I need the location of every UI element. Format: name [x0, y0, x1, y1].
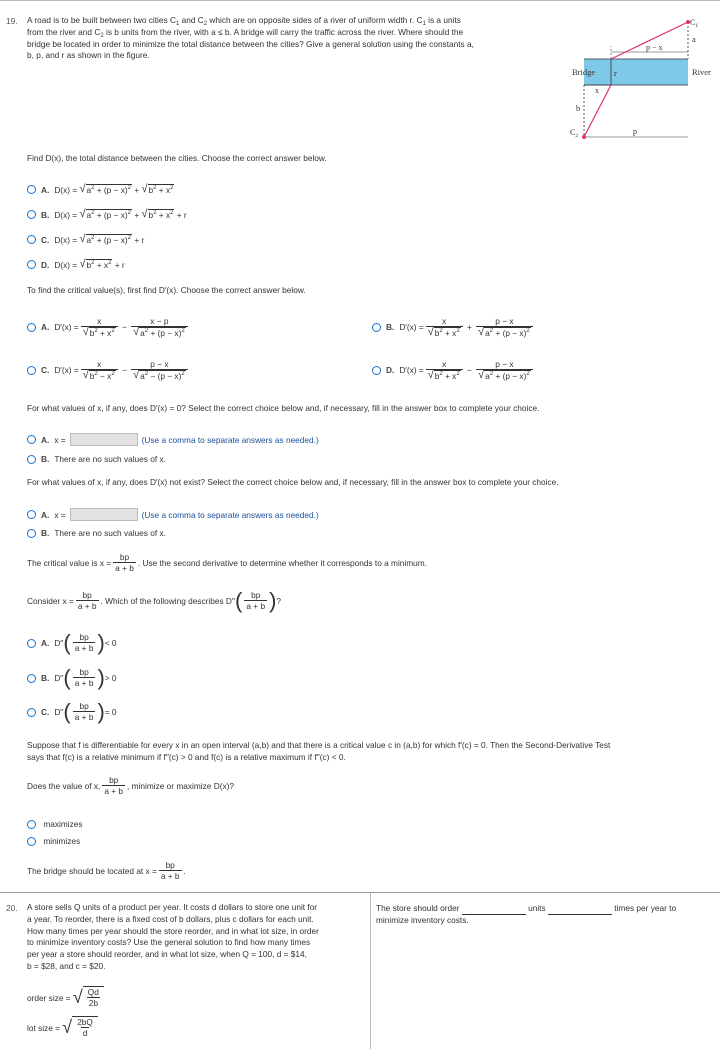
consider-pre: Consider x =: [27, 596, 74, 606]
part3-prompt: For what values of x, if any, does D′(x) = 0? Select the correct choice below and, if necessary, fill in the answer box to complete your choice.: [27, 403, 540, 413]
radio-button[interactable]: [27, 674, 36, 683]
frac-num: Qd: [87, 987, 99, 997]
frac-den: a + b: [74, 678, 94, 688]
minmax-pre: Does the value of x,: [27, 781, 101, 791]
c2-text: C: [570, 128, 576, 137]
frac-den: a + b: [115, 563, 134, 573]
radio-button[interactable]: [27, 185, 36, 194]
subscript: 1: [175, 21, 180, 27]
critical-post: . Use the second derivative to determine whether it corresponds to a minimum.: [137, 558, 427, 568]
option-minimizes[interactable]: [27, 836, 80, 846]
second-deriv-option-b[interactable]: B. D′′ ( $\frac{bp}{a + b}$ ) > 0: [27, 667, 117, 689]
part1-option-d[interactable]: D. D(x) = √ $b^2 + x^2$ + r: [27, 259, 125, 270]
question-divider: [0, 892, 720, 893]
answer-pre: The store should order: [376, 903, 460, 913]
part1-option-a[interactable]: A. D(x) = √ $a^2 + (p - x)^2$ + √ $b^2 + x^2$: [27, 184, 174, 195]
px-label: p − x: [646, 43, 663, 52]
second-deriv-option-c[interactable]: C. D′′ ( $\frac{bp}{a + b}$ ) = 0: [27, 701, 117, 723]
fraction: p − x √ $a^2 + (p - x)^2$: [476, 316, 533, 338]
radio-button[interactable]: [27, 820, 36, 829]
bridge-river-figure: [566, 14, 720, 144]
option-text: maximizes: [43, 819, 83, 829]
radio-button[interactable]: [27, 639, 36, 648]
question-19-intro: [27, 15, 557, 62]
option-letter: A.: [41, 434, 50, 445]
radio-button[interactable]: [27, 708, 36, 717]
sqrt-expr: √ $\frac{2bQ}{d}$: [62, 1016, 98, 1039]
top-border: [0, 0, 720, 3]
critical-value-statement: [27, 552, 427, 574]
option-lhs: D(x) =: [54, 234, 78, 245]
option-maximizes[interactable]: [27, 819, 83, 829]
frac-num: bp: [82, 590, 92, 600]
q20-answer-area: [376, 903, 716, 927]
subscript: 1: [422, 21, 426, 27]
intro-text: is b units from the river, with a ≤ b. A bridge will carry the traffic across the river. Where should the: [103, 26, 464, 37]
frac-den: a + b: [246, 601, 266, 611]
frac-den: a + b: [74, 712, 94, 722]
consider-mid: . Which of the following describes D′′: [100, 596, 236, 606]
sqrt-expr: √ $b^2 + x^2$: [79, 258, 112, 270]
river-label: River: [692, 67, 711, 77]
part4-prompt: For what values of x, if any, does D′(x) not exist? Select the correct choice below and, if necessary, fill in the answer box to complete your choice.: [27, 477, 559, 487]
intro-text: which are on opposite sides of a river of uniform width r. C: [207, 15, 423, 25]
second-deriv-option-a[interactable]: A. D′′ ( $\frac{bp}{a + b}$ ) < 0: [27, 632, 117, 654]
part3-option-a[interactable]: [27, 433, 319, 446]
lot-size-formula: [27, 1016, 98, 1039]
r-label: r: [614, 68, 617, 78]
q20-line: to minimize inventory costs? Use the general solution to find how many times: [27, 937, 311, 948]
order-label: order size =: [27, 992, 71, 1003]
frac-num: bp: [79, 667, 89, 677]
radio-button[interactable]: [372, 366, 381, 375]
q20-line: a year. To reorder, there is a fixed cost of b dollars, plus c dollars for each unit.: [27, 913, 314, 924]
answer-input[interactable]: [70, 433, 138, 446]
fraction: [159, 860, 182, 882]
answer-input[interactable]: [70, 508, 138, 521]
fraction: p − x √ $a^2 - (p - x)^2$: [131, 359, 188, 381]
option-letter: B.: [41, 209, 50, 220]
part1-prompt: Find D(x), the total distance between the cities. Choose the correct answer below.: [27, 153, 327, 163]
sqrt-expr: √ $b^2 + x^2$: [141, 183, 174, 195]
critical-pre: The critical value is x =: [27, 558, 112, 568]
intro-line2: from the river and C: [27, 26, 101, 37]
option-text: There are no such values of x.: [54, 528, 166, 538]
answer-units: units: [528, 903, 546, 913]
option-relation: < 0: [104, 638, 117, 648]
option-letter: B.: [41, 673, 50, 683]
minmax-post: , minimize or maximize D(x)?: [127, 781, 234, 791]
order-units-input[interactable]: [462, 904, 526, 915]
c1-text: C: [690, 18, 696, 27]
subscript: 2: [100, 32, 104, 39]
subscript: 2: [203, 21, 208, 27]
q20-line: b = $28, and c = $20.: [27, 960, 106, 971]
consider-statement: Consider x = $\frac{bp}{a + b}$ . Which of the following describes D′′ ( $\frac{bp}{a + b}$ ) ?: [27, 588, 282, 613]
road-upper-segment: [611, 22, 688, 59]
river-band: [584, 59, 688, 85]
question-number: 19.: [6, 16, 18, 26]
sqrt-expr: √ $a^2 + (p - x)^2$: [79, 208, 132, 220]
question-number: 20.: [6, 903, 18, 913]
part2-option-d[interactable]: D. D′(x) = x √ $b^2 + x^2$ − p − x √ $a^2 + (p - x)^2$: [372, 359, 535, 381]
paren-group: ( $\frac{bp}{a + b}$ ): [63, 665, 105, 690]
question-20-text: [27, 902, 367, 973]
part2-option-a[interactable]: A. D′(x) = x √ $b^2 + x^2$ − x − p √ $a^2 + (p - x)^2$: [27, 316, 190, 338]
part4-option-a[interactable]: [27, 508, 319, 521]
bridge-label: Bridge: [572, 67, 596, 77]
option-letter: B.: [41, 454, 50, 464]
option-letter: A.: [41, 509, 50, 520]
option-relation: > 0: [104, 673, 117, 683]
column-divider: [370, 893, 371, 1049]
answer-line2: minimize inventory costs.: [376, 914, 469, 925]
option-letter: A.: [41, 322, 50, 332]
intro-line1: A road is to be built between two cities C: [27, 15, 176, 25]
b-label: b: [576, 103, 581, 113]
option-letter: A.: [41, 184, 50, 195]
c1-label: [690, 18, 698, 29]
fraction: [76, 590, 99, 612]
radio-button[interactable]: [27, 323, 36, 332]
option-lhs: D′(x) =: [54, 365, 79, 375]
option-letter: D.: [41, 259, 50, 270]
frac-den: a + b: [104, 786, 124, 796]
frac-num: bp: [109, 775, 119, 785]
c2-label: [570, 128, 578, 139]
fraction: p − x √ $a^2 + (p - x)^2$: [476, 359, 533, 381]
part1-option-b[interactable]: B. D(x) = √ $a^2 + (p - x)^2$ + √ $b^2 + x^2$ + r: [27, 209, 187, 220]
radio-button[interactable]: [27, 455, 36, 464]
part3-option-b[interactable]: [27, 454, 166, 464]
fraction: x √ $b^2 + x^2$: [426, 359, 463, 381]
fraction: x √ $b^2 - x^2$: [81, 359, 118, 381]
p-label: p: [633, 127, 637, 136]
radio-button[interactable]: [27, 210, 36, 219]
sqrt-expr: √ $a^2 + (p - x)^2$: [79, 233, 132, 245]
radio-button[interactable]: [372, 323, 381, 332]
part1-option-c[interactable]: C. D(x) = √ $a^2 + (p - x)^2$ + r: [27, 234, 144, 245]
c1-sub: 1: [695, 23, 699, 29]
frac-num: bp: [165, 860, 175, 870]
radio-button[interactable]: [27, 529, 36, 538]
option-lhs: D′(x) =: [54, 322, 79, 332]
sqrt-expr: √ $a^2 + (p - x)^2$: [79, 183, 132, 195]
frac-num: bp: [251, 590, 261, 600]
option-lhs: D(x) =: [54, 184, 78, 195]
intro-text: is a units: [425, 15, 461, 25]
option-label: x =: [54, 434, 66, 445]
intro-text: and C: [179, 15, 204, 25]
option-letter: C.: [41, 707, 50, 717]
order-size-formula: [27, 986, 104, 1009]
bridge-location-answer: The bridge should be located at x = $\frac{bp}{a + b}$ .: [27, 860, 186, 881]
hint-text: (Use a comma to separate answers as needed.): [141, 434, 319, 445]
paren-group: ( $\frac{bp}{a + b}$ ): [63, 630, 105, 655]
fraction: x √ $b^2 + x^2$: [81, 316, 118, 338]
frac-num: bp: [119, 552, 130, 562]
fraction: [102, 775, 125, 797]
option-letter: B.: [386, 322, 395, 332]
part2-prompt: To find the critical value(s), first find D′(x). Choose the correct answer below.: [27, 285, 306, 295]
option-lhs: D(x) =: [54, 209, 78, 220]
option-letter: D.: [386, 365, 395, 375]
lot-label: lot size =: [27, 1022, 60, 1033]
c2-sub: 2: [575, 133, 579, 139]
radio-button[interactable]: [27, 235, 36, 244]
fraction: [113, 552, 136, 574]
city-c2-marker: [582, 135, 586, 139]
intro-line4: b, p, and r as shown in the figure.: [27, 50, 150, 61]
frac-num: 2bQ: [77, 1017, 93, 1027]
part4-option-b[interactable]: [27, 528, 166, 538]
frac-den: 2b: [88, 998, 98, 1008]
bridge-pre: The bridge should be located at x =: [27, 866, 157, 876]
hint-text: (Use a comma to separate answers as needed.): [141, 509, 319, 520]
option-letter: B.: [41, 528, 50, 538]
frac-num: bp: [79, 632, 89, 642]
second-derivative-test-text: [27, 740, 717, 764]
x-label: x: [595, 86, 599, 95]
option-relation: = 0: [104, 707, 117, 717]
option-letter: C.: [41, 365, 50, 375]
paren-group: ( $\frac{bp}{a + b}$ ): [63, 699, 105, 724]
a-label: a: [692, 34, 696, 44]
minmax-question: [27, 775, 234, 797]
option-text: minimizes: [43, 836, 81, 846]
sdt-line1: Suppose that f is differentiable for every x in an open interval (a,b) and that there is a critical value c in (a,b) for which f′(c) = 0. Then the Second-Derivative Test: [27, 740, 611, 750]
q20-line: A store sells Q units of a product per year. It costs d dollars to store one unit for: [27, 902, 318, 912]
q20-line: How many times per year should the store reorder, and in what lot size, in order: [27, 925, 319, 936]
option-letter: C.: [41, 234, 50, 245]
frac-num: bp: [79, 701, 89, 711]
option-lhs: D′(x) =: [399, 365, 424, 375]
sqrt-expr: √ $\frac{Qd}{2b}$: [73, 986, 104, 1009]
sdt-line2: says that f(c) is a relative minimum if f′′(c) > 0 and f(c) is a relative maximum if f′′(c) < 0.: [27, 751, 346, 762]
order-times-input[interactable]: [548, 904, 612, 915]
intro-line3: bridge be located in order to minimize the total distance between the cities? Give a general solution using the constants a,: [27, 38, 474, 49]
option-text: There are no such values of x.: [54, 454, 166, 464]
radio-button[interactable]: [27, 510, 36, 519]
option-label: x =: [54, 509, 66, 520]
option-lhs: D′(x) =: [399, 322, 424, 332]
part2-option-c[interactable]: C. D′(x) = x √ $b^2 - x^2$ − p − x √ $a^2 - (p - x)^2$: [27, 359, 190, 381]
answer-times: times per year to: [614, 903, 677, 913]
part2-option-b[interactable]: B. D′(x) = x √ $b^2 + x^2$ + p − x √ $a^2 + (p - x)^2$: [372, 316, 535, 338]
radio-button[interactable]: [27, 435, 36, 444]
radio-button[interactable]: [27, 366, 36, 375]
fraction: x − p √ $a^2 + (p - x)^2$: [131, 316, 188, 338]
frac-den: a + b: [77, 601, 97, 611]
option-lhs: D(x) =: [54, 259, 78, 270]
paren-group: ( $\frac{bp}{a + b}$ ): [235, 588, 277, 613]
sqrt-expr: √ $b^2 + x^2$: [141, 208, 174, 220]
radio-button[interactable]: [27, 837, 36, 846]
frac-den: d: [82, 1028, 88, 1038]
fraction: x √ $b^2 + x^2$: [426, 316, 463, 338]
frac-den: a + b: [74, 643, 94, 653]
option-letter: A.: [41, 638, 50, 648]
radio-button[interactable]: [27, 260, 36, 269]
q20-line: per year a store should reorder, and in what lot size, when Q = 100, d = $14,: [27, 949, 307, 960]
frac-den: a + b: [160, 871, 180, 881]
